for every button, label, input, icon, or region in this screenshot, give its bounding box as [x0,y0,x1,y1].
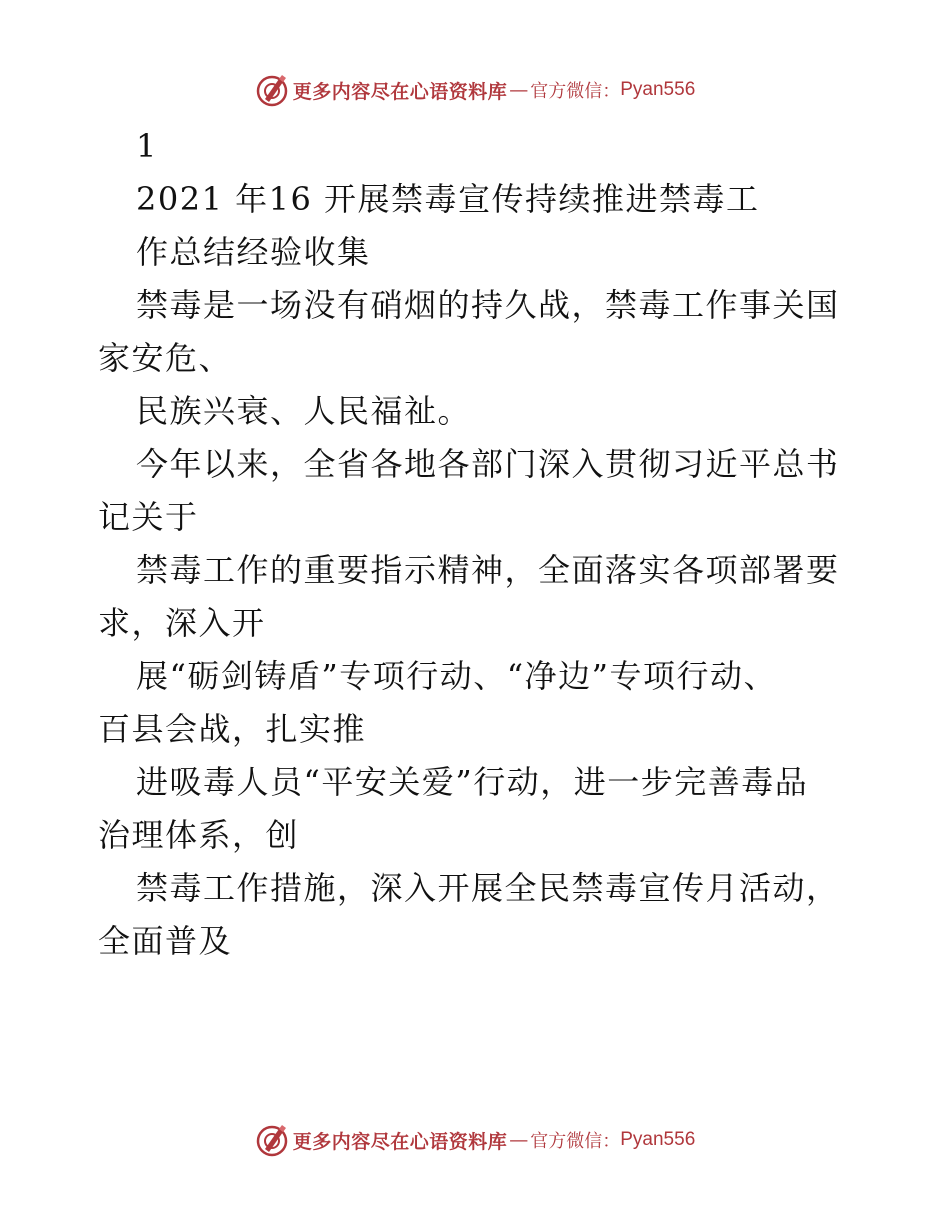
watermark-text: 更多内容尽在心语资料库 [292,1130,508,1153]
watermark-text: 更多内容尽在心语资料库 [292,80,508,103]
doc-line: 全面普及 [98,922,233,960]
doc-line: 1 [136,127,158,165]
doc-line: 进吸毒人员“平安关爱”行动，进一步完善毒品 [136,763,809,801]
header-watermark [0,70,950,110]
wechat-id: Pyan556 [620,79,696,100]
doc-line: 治理体系，创 [98,816,300,854]
doc-line: 展“砺剑铸盾”专项行动、“净边”专项行动、 [136,657,777,695]
doc-title-line-2: 作总结经验收集 [136,233,371,271]
watermark-dash: — [509,1129,529,1151]
wechat-label: 官方微信： [530,81,621,102]
watermark-dash: — [509,79,529,101]
doc-line: 记关于 [98,498,199,536]
doc-line: 禁毒工作的重要指示精神，全面落实各项部署要 [136,551,840,589]
doc-line: 禁毒工作措施，深入开展全民禁毒宣传月活动， [136,869,840,907]
doc-line: 民族兴衰、人民福祉。 [136,392,472,430]
pen-logo-icon [255,73,289,107]
wechat-id: Pyan556 [620,1129,696,1150]
footer-watermark [0,1120,950,1160]
doc-line: 求，深入开 [98,604,266,642]
pen-logo-icon [255,1123,289,1157]
document-body [98,120,858,968]
wechat-label: 官方微信： [530,1131,621,1152]
doc-line: 家安危、 [98,339,233,377]
doc-title-line-1: 2021 年16 开展禁毒宣传持续推进禁毒工 [136,180,760,218]
doc-line: 今年以来，全省各地各部门深入贯彻习近平总书 [136,445,840,483]
doc-line: 百县会战，扎实推 [98,710,367,748]
doc-line: 禁毒是一场没有硝烟的持久战，禁毒工作事关国 [136,286,840,324]
